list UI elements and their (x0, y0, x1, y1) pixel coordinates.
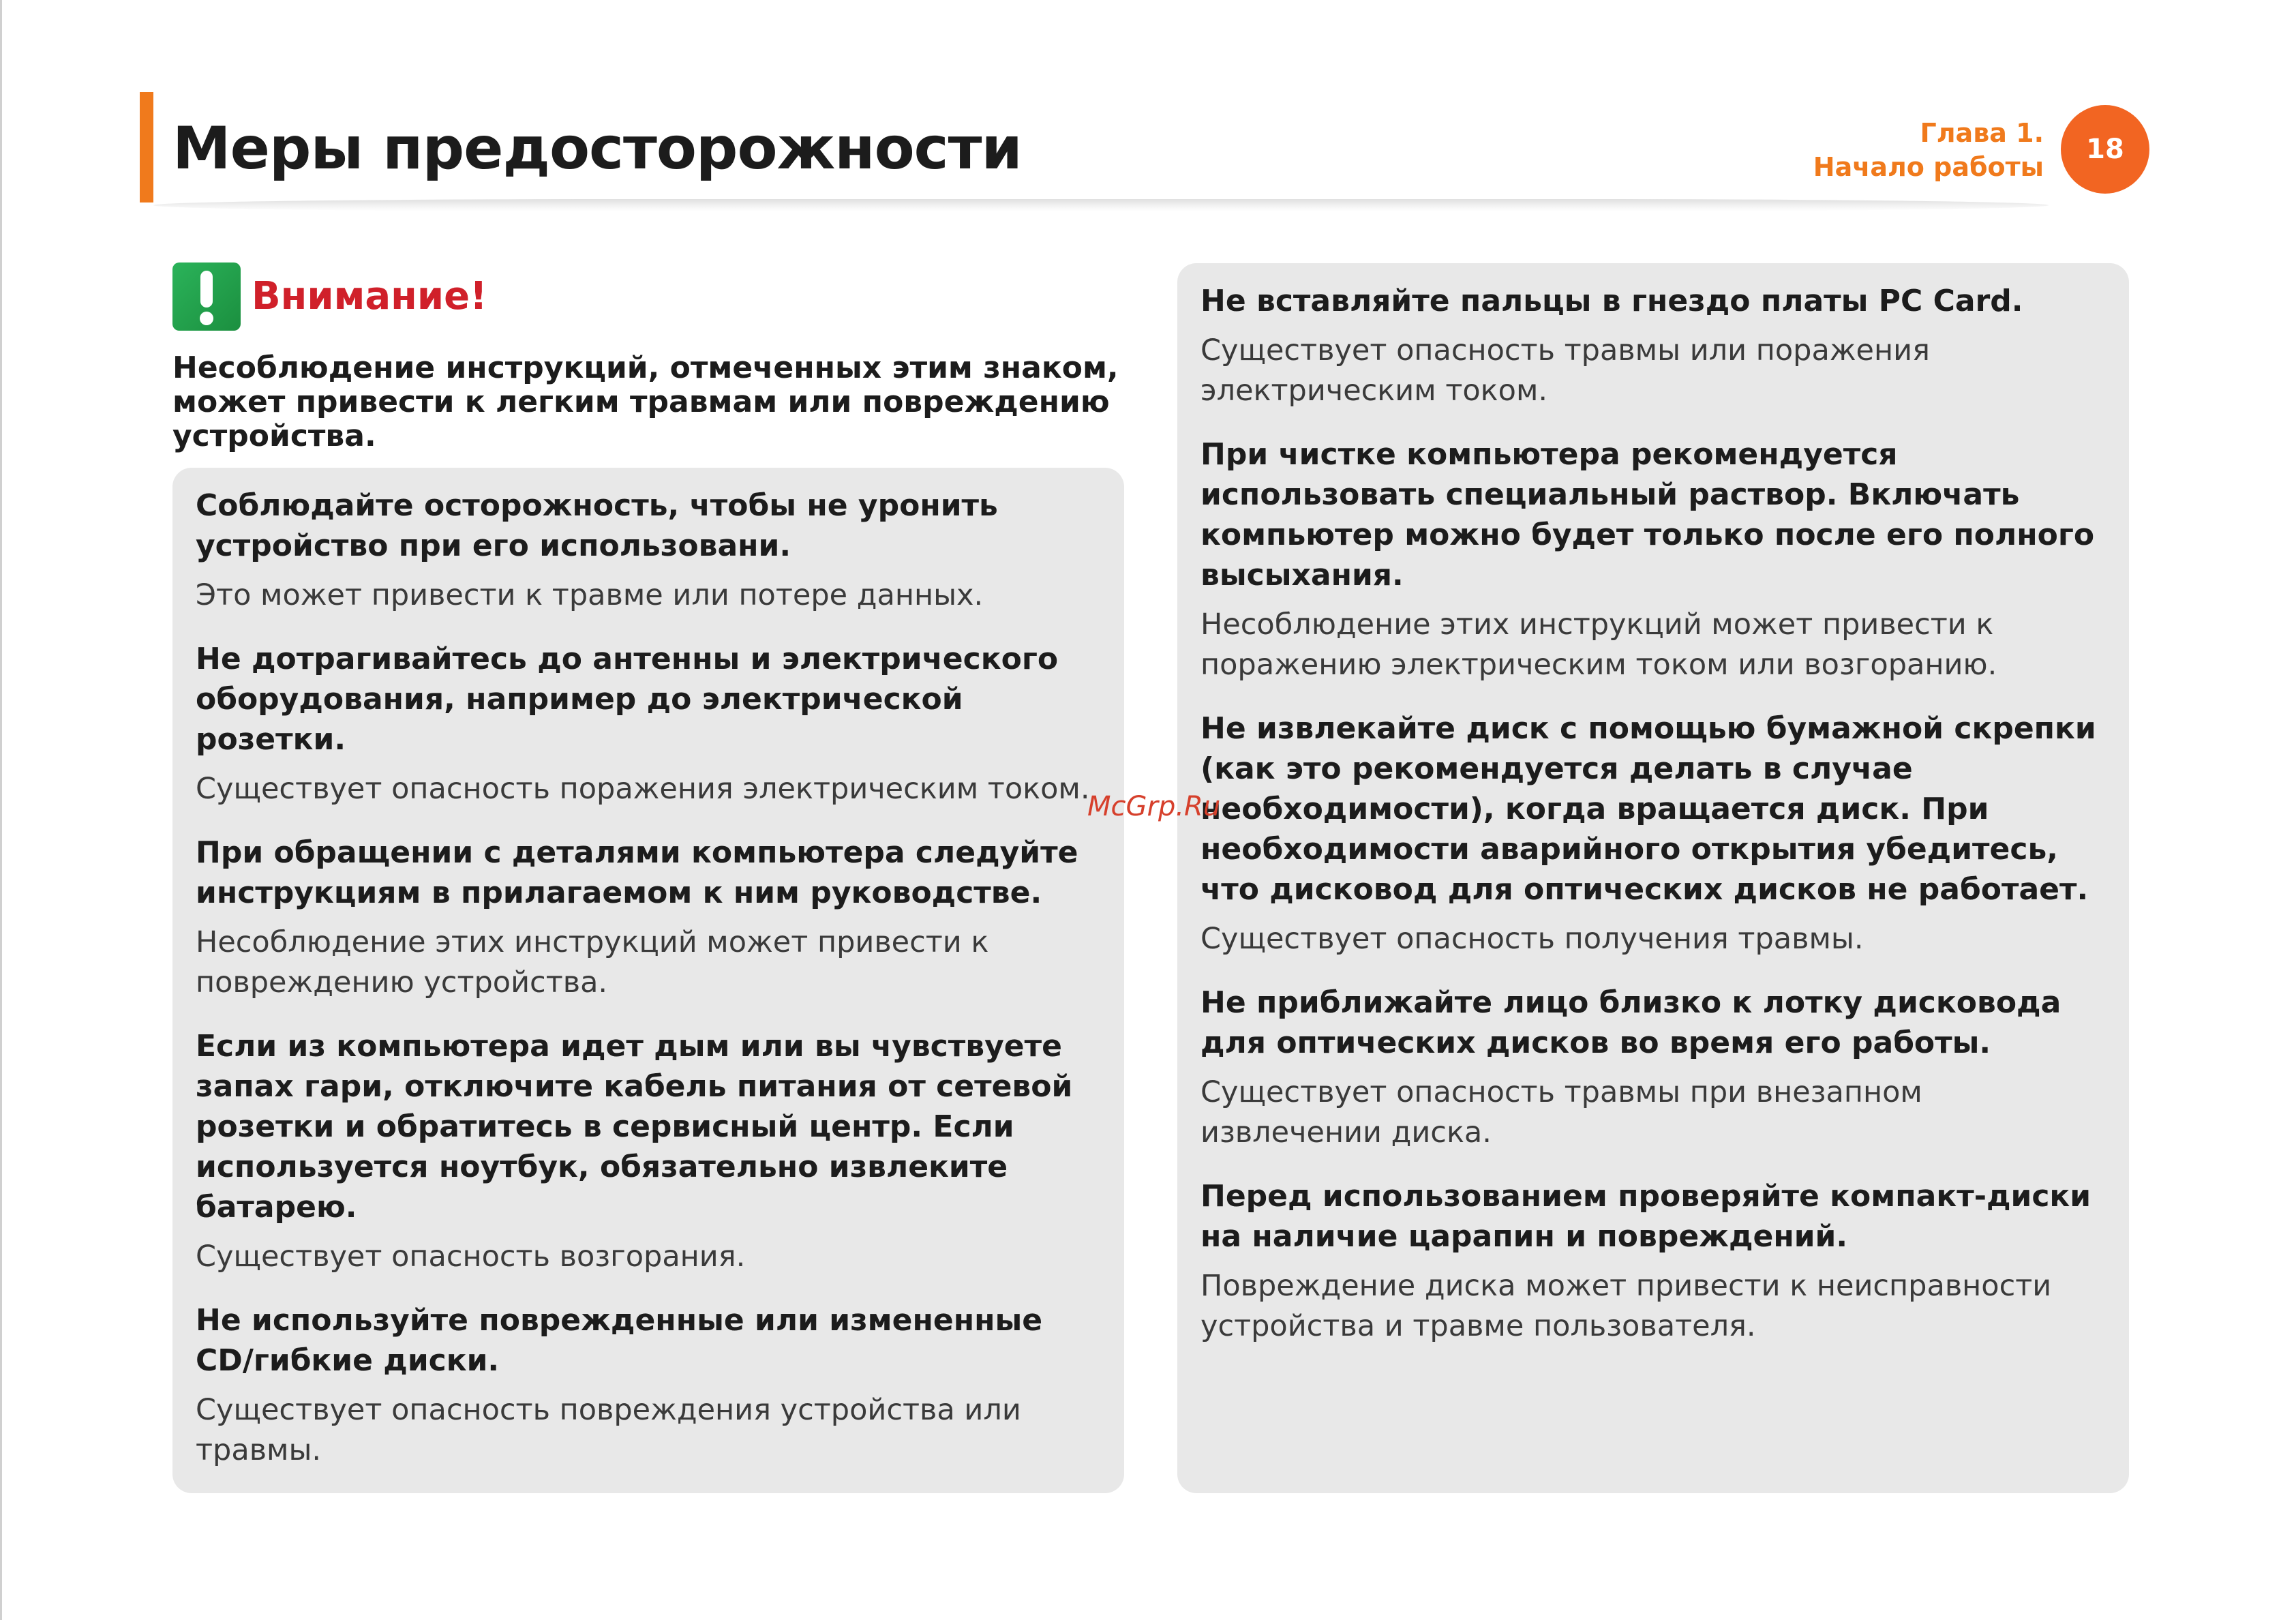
page-title: Меры предосторожности (172, 115, 1022, 183)
watermark: McGrp.Ru (1087, 791, 1221, 822)
precaution-text: Несоблюдение этих инструкций может привести к повреждению устройства. (196, 925, 989, 1000)
precaution-item (196, 639, 1101, 809)
precaution-item (196, 832, 1101, 1003)
precaution-text: Несоблюдение этих инструкций может привести к поражению электрическим током или возгоранию. (1200, 608, 1997, 682)
precaution-item (1200, 1176, 2106, 1347)
precaution-title: Не извлекайте диск с помощью бумажной скрепки (как это рекомендуется делать в случае необходимости), когда вращается диск. При необходимости аварийного открытия убедитесь, что дисковод для оптических дисков не работает. (1200, 711, 2096, 907)
precaution-item (196, 1026, 1101, 1277)
header-divider (153, 199, 2049, 211)
precaution-item (1200, 281, 2106, 411)
precaution-item (1200, 434, 2106, 685)
precaution-item (196, 1300, 1101, 1471)
precaution-title: Не используйте поврежденные или измененные CD/гибкие диски. (196, 1303, 1043, 1378)
exclamation-dot (200, 312, 213, 325)
precaution-title: Не приближайте лицо близко к лотку дисковода для оптических дисков во время его работы. (1200, 985, 2061, 1060)
chapter-name: Начало работы (1813, 152, 2044, 182)
precaution-text: Повреждение диска может привести к неисправности устройства и травме пользователя. (1200, 1269, 2052, 1343)
precaution-text: Существует опасность поражения электрическим током. (196, 772, 1090, 806)
precaution-text: Это может привести к травме или потере данных. (196, 578, 984, 612)
precaution-title: Не дотрагивайтесь до антенны и электрического оборудования, например до электрической розетки. (196, 642, 1059, 757)
exclamation-bar (200, 271, 213, 308)
precaution-text: Существует опасность травмы или поражения электрическим током. (1200, 333, 1930, 408)
precautions-panel-left (172, 468, 1124, 1493)
exclamation-icon (172, 262, 241, 331)
precaution-item (196, 485, 1101, 616)
precaution-item (1200, 982, 2106, 1153)
precaution-text: Существует опасность возгорания. (196, 1240, 746, 1274)
title-accent-bar (140, 92, 153, 202)
page-number-badge: 18 (2061, 105, 2149, 194)
precaution-text: Существует опасность повреждения устройства или травмы. (196, 1393, 1021, 1467)
precaution-title: При обращении с деталями компьютера следуйте инструкциям в прилагаемом к ним руководстве. (196, 835, 1078, 910)
warning-label: Внимание! (252, 274, 487, 318)
chapter-label (1813, 116, 2044, 184)
precaution-title: Соблюдайте осторожность, чтобы не уронить устройство при его использовани. (196, 488, 998, 563)
warning-heading (172, 262, 487, 331)
precaution-title: Перед использованием проверяйте компакт-диски на наличие царапин и повреждений. (1200, 1179, 2091, 1254)
precautions-panel-right (1177, 263, 2129, 1493)
precaution-text: Существует опасность травмы при внезапном извлечении диска. (1200, 1075, 1922, 1150)
precaution-item (1200, 708, 2106, 959)
chapter-number: Глава 1. (1920, 118, 2044, 148)
precaution-text: Существует опасность получения травмы. (1200, 922, 1864, 956)
precaution-title: При чистке компьютера рекомендуется использовать специальный раствор. Включать компьютер можно будет только после его полного высыхания. (1200, 437, 2095, 592)
precaution-title: Не вставляйте пальцы в гнездо платы PC Card. (1200, 284, 2023, 318)
warning-intro: Несоблюдение инструкций, отмеченных этим знаком, может привести к легким травмам или повреждению устройства. (172, 350, 1119, 453)
precaution-title: Если из компьютера идет дым или вы чувствуете запах гари, отключите кабель питания от сетевой розетки и обратитесь в сервисный центр. Если используется ноутбук, обязательно извлеките батарею. (196, 1029, 1073, 1225)
